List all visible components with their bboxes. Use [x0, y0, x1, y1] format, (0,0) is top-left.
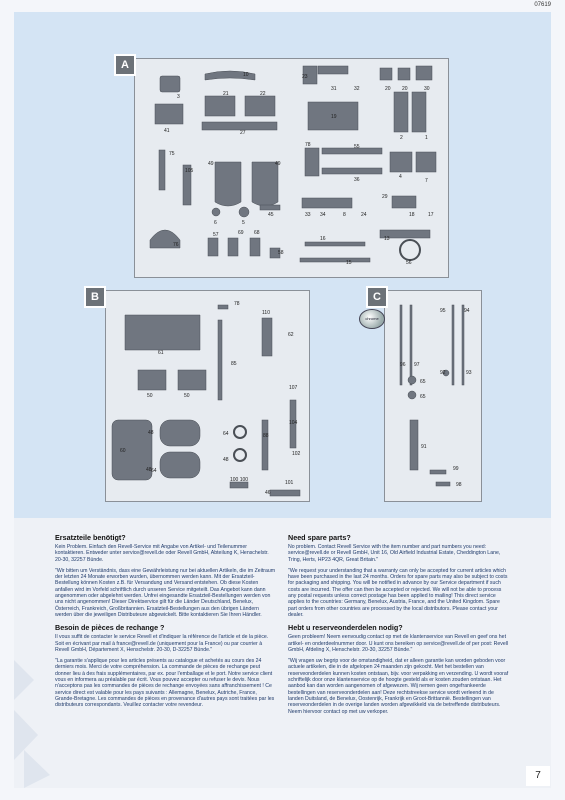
part-number: 3 [177, 94, 180, 100]
part-shape [212, 208, 220, 216]
part-shape [270, 490, 300, 496]
part-number: 65 [420, 379, 426, 385]
part-number: 96 [400, 362, 406, 368]
part-shape [410, 305, 412, 385]
sprue-label-c: C [366, 286, 388, 308]
heading-en: Need spare parts? [288, 533, 351, 542]
part-number: 107 [289, 385, 298, 391]
part-number: 6 [214, 220, 217, 226]
part-number: 41 [164, 128, 170, 134]
heading-fr: Besoin de pièces de rechange ? [55, 623, 165, 633]
part-shape [155, 104, 183, 124]
part-number: 58 [278, 250, 284, 256]
part-number: 65 [420, 394, 426, 400]
part-number: 64 [223, 431, 229, 437]
part-shape [234, 426, 246, 438]
spare-parts-column-right [288, 533, 510, 720]
part-number: 24 [361, 212, 367, 218]
part-shape [408, 391, 416, 399]
part-shape [380, 68, 392, 80]
part-shape [305, 242, 365, 246]
part-shape [322, 148, 382, 154]
part-shape [215, 162, 241, 206]
part-number: 20 [385, 86, 391, 92]
part-number: 7 [425, 178, 428, 184]
part-number: 55 [354, 144, 360, 150]
part-shape [462, 305, 464, 385]
part-shape [208, 238, 218, 256]
paragraph-fr-2: "La garantie s'applique pour les articles présents au catalogue et achetés au cours des 24 derniers mois. Merci de votre compréhension. La commande de pièces de rechange peut donner lieu à des frais supplémentaires, par ex. pour l'emballage et le port. Notre service client vous en informera au préalable par écrit. Vous pouvez accepter ou refuser le devis. Nous n'acceptons pas les commandes de pièces de rechange envoyées sans affranchissement ! Ce service direct est valable pour les pays suivants : Allemagne, Benelux, Autriche, France, Grande-Bretagne. Les commandes de pièces en provenance d'autres pays sont traitées par les distributeurs correspondants. Veuillez contacter votre revendeur. [55, 658, 275, 709]
part-shape [250, 238, 260, 256]
part-number: 4 [399, 174, 402, 180]
page-number: 7 [526, 766, 550, 786]
part-number: 36 [354, 177, 360, 183]
part-number: 50 [147, 393, 153, 399]
part-shape [410, 420, 418, 470]
part-number: 76 [173, 242, 179, 248]
part-number: 68 [254, 230, 260, 236]
part-shape [160, 420, 200, 446]
part-shape [252, 162, 278, 206]
part-number: 61 [158, 350, 164, 356]
part-number: 57 [213, 232, 219, 238]
part-number: 64 [151, 468, 157, 474]
part-shape [218, 305, 228, 309]
paragraph-de-2: "Wir bitten um Verständnis, dass eine Gewährleistung nur bei aktuellen Artikeln, die im Zeitraum der letzten 24 Monate erworben wurden, übernommen werden kann. Mit der Ersatzteil-Bestellung können Kosten z.B. für Versandung und Versand entstehen. Ob diese Kosten anfallen wird im Vorfeld schriftlich durch unseren Service mitgeteilt. Das Angebot kann dann angenommen oder abgelehnt werden. Unfrei eingesandte Ersatzteil-Bestellungen werden von uns nicht angenommen! Dieser Direktservice gilt für die Länder Deutschland, Benelux, Österreich, Frankreich, Großbritannien. Ersatzteil-Bestellungen aus den übrigen Ländern werden über die jeweiligen Distributeure abgewickelt. Bitte kontaktieren Sie Ihren Händler. [55, 567, 276, 618]
paragraph-nl-2: "Wij vragen uw begrip voor de omstandigheid, dat er alleen garantie kan worden geboden voor actuele artikelen, die in de afgelopen 24 maanden zijn gekocht. Met het bestellen van reserveonderdelen kunnen kosten ontstaan, bijv. voor verpakking en verzending. U wordt vooraf schriftelijk door onze klantenservice op de hoogte gesteld als er kosten zouden ontstaan. Het aanbod kan dan worden aangenomen of afgewezen. Wij nemen geen ongefrankeerde bestellingen van reserveonderdelen aan! Deze rechtstreekse service wordt verleend in de landen Duitsland, de Benelux, Oostenrijk, Frankrijk en Groot-Brittannië. Bestellingen van reserveonderdelen in de overige landen worden afgewikkeld via de betreffende distributeurs. Neem hiervoor contact op met uw verkoper. [288, 658, 509, 715]
part-number: 75 [169, 151, 175, 157]
part-shape [390, 152, 412, 172]
part-shape [262, 420, 268, 470]
spare-parts-column-left [55, 533, 277, 714]
part-shape [430, 470, 446, 474]
part-number: 17 [428, 212, 434, 218]
part-number: 99 [453, 466, 459, 472]
part-shape [260, 205, 280, 210]
part-number: 2 [400, 135, 403, 141]
part-number: 45 [268, 212, 274, 218]
part-shape [239, 207, 249, 217]
part-shape [408, 376, 416, 384]
part-shape [125, 315, 200, 350]
part-number: 32 [354, 86, 360, 92]
part-number: 48 [146, 467, 152, 473]
heading-de: Ersatzteile benötigt? [55, 533, 126, 542]
sprue-label-a: A [114, 54, 136, 76]
part-number: 49 [275, 161, 281, 167]
paragraph-nl-1: Geen probleem! Neem eenvoudig contact op met de klantenservice van Revell en geef ons het artikel- en onderdeelnummer door. U kunt ons bereiken op service@revell.de of per post: Revell GmbH, Afdeling X, Henschelstr. 20-30, 32257 Bünde." [288, 634, 509, 653]
part-number: 34 [320, 212, 326, 218]
part-shape [178, 370, 206, 390]
part-shape [436, 482, 450, 486]
part-shape [159, 150, 165, 190]
part-number: 30 [424, 86, 430, 92]
part-number: 18 [409, 212, 415, 218]
part-number: 21 [223, 91, 229, 97]
part-number: 105 [185, 168, 194, 174]
part-number: 15 [346, 260, 352, 266]
part-number: 31 [331, 86, 337, 92]
part-number: 27 [240, 130, 246, 136]
part-shape [318, 66, 348, 74]
part-shape [322, 168, 382, 174]
part-number: 1 [425, 135, 428, 141]
part-number: 48 [223, 457, 229, 463]
part-shape [416, 152, 436, 172]
part-number: 20 [402, 86, 408, 92]
part-number: 56 [406, 260, 412, 266]
part-shape [245, 96, 275, 116]
decorative-pattern [14, 640, 54, 788]
part-shape [234, 449, 246, 461]
heading-nl: Hebt u reserveonderdelen nodig? [288, 623, 403, 633]
part-shape [452, 305, 454, 385]
part-number: 104 [289, 420, 298, 426]
part-number: 93 [466, 370, 472, 376]
part-number: 94 [464, 308, 470, 314]
part-number: 13 [384, 236, 390, 242]
part-number: 98 [456, 482, 462, 488]
part-shape [300, 258, 370, 262]
part-number: 91 [421, 444, 427, 450]
part-number: 100 100 [230, 477, 249, 483]
part-number: 22 [260, 91, 266, 97]
part-shape [305, 148, 319, 176]
paragraph-en-1: No problem. Contact Revell Service with the item number and part numbers you need: service@revell.de or Revell GmbH, Unit 16, Old Airfield Industrial Estate, Cheddington Lane, Tring, Herts, HP23 4QR, Great Britain." [288, 544, 501, 563]
part-number: 19 [331, 114, 337, 120]
part-shape [412, 92, 426, 132]
part-shape [138, 370, 166, 390]
part-number: 88 [263, 433, 269, 439]
part-shape [205, 96, 235, 116]
part-number: 110 [262, 310, 270, 316]
part-number: 97 [414, 362, 420, 368]
part-shape [394, 92, 408, 132]
part-number: 62 [288, 332, 294, 338]
part-number: 10 [243, 72, 249, 78]
part-shape [262, 318, 272, 356]
part-number: 78 [234, 301, 240, 307]
part-shape [400, 240, 420, 260]
part-shape [228, 238, 238, 256]
paragraph-fr-1: Il vous suffit de contacter le service Revell et d'indiquer la référence de l'article et de la pièce. Soit en écrivant par mail à france@revell.de (uniquement pour la France) ou par courrier à Revell GmbH, Département X, Henschelstr. 20-30, D-32257 Bünde." [55, 634, 269, 653]
paragraph-en-2: "We request your understanding that a warranty can only be accepted for current articles which have been purchased in the last 24 months. Orders for spare parts may also be subject to costs for packaging and shipping. You will be notified in advance by our Service department if such costs are incurred. The offer can then be accepted or rejected. We will not be able to process any postal requests unless correct postage has been applied to mailing! This direct service applies to the countries: Germany, Benelux, Austria, France, and the United Kingdom. Spare part orders from other countries are processed by the local distributors. Please contact your dealer. [288, 567, 508, 618]
part-number: 48 [148, 430, 154, 436]
part-number: 49 [208, 161, 214, 167]
part-number: 23 [302, 74, 308, 80]
part-shape [160, 452, 200, 478]
paragraph-de-1: Kein Problem. Einfach den Revell-Service mit Angabe von Artikel- und Teilenummer kontaktieren. Entweder unter service@revell.de oder Revell GmbH, Abteilung K, Henschelstr. 20-30, 32257 Bünde. [55, 544, 269, 563]
part-shape [302, 198, 352, 208]
part-number: 33 [305, 212, 311, 218]
part-number: 50 [184, 393, 190, 399]
part-shape [416, 66, 432, 80]
part-shape [392, 196, 416, 208]
part-number: 101 [285, 480, 294, 486]
part-shape [202, 122, 277, 130]
part-number: 92 [440, 370, 446, 376]
part-number: 85 [231, 361, 237, 367]
sprue-label-b: B [84, 286, 106, 308]
part-number: 69 [238, 230, 244, 236]
part-shape [398, 68, 410, 80]
part-shape [218, 320, 222, 400]
article-code: 07619 [534, 2, 551, 8]
part-number: 29 [382, 194, 388, 200]
part-number: 95 [440, 308, 446, 314]
part-number: 60 [120, 448, 126, 454]
part-number: 16 [320, 236, 326, 242]
part-shape [400, 305, 402, 385]
part-number: 8 [343, 212, 346, 218]
chrome-badge: chrome [359, 309, 385, 329]
part-shape [160, 76, 180, 92]
part-number: 46 [265, 490, 271, 496]
part-number: 78 [305, 142, 311, 148]
part-number: 5 [242, 220, 245, 226]
part-number: 102 [292, 451, 301, 457]
